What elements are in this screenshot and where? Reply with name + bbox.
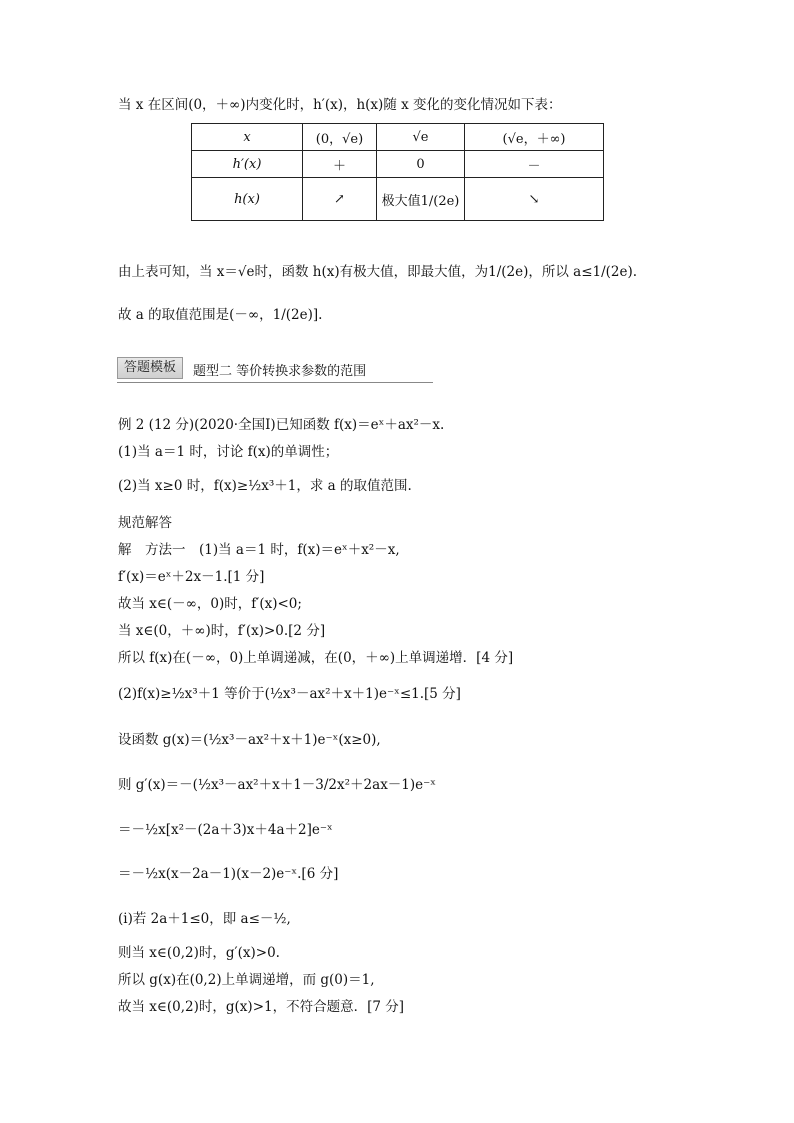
variation-table: [191, 123, 604, 221]
solution-line: ＝－½x(x－2a－1)(x－2)e⁻ˣ.[6 分]: [118, 866, 339, 882]
table-cell: √e: [377, 124, 465, 151]
solution-line: 所以 f(x)在(－∞，0)上单调递减，在(0，＋∞)上单调递增．[4 分]: [118, 650, 514, 666]
solution-line: 则当 x∈(0,2)时，g′(x)>0.: [118, 945, 280, 961]
table-cell: －: [465, 151, 604, 178]
table-cell: h′(x): [192, 151, 303, 178]
conclusion-text-2: 故 a 的取值范围是(－∞，1/(2e)].: [118, 307, 323, 323]
section-title: 题型二 等价转换求参数的范围: [193, 364, 367, 379]
solution-line: 故当 x∈(－∞，0)时，f′(x)<0;: [118, 596, 302, 612]
section-banner: [117, 354, 433, 383]
solution-line: f′(x)＝eˣ＋2x－1.[1 分]: [118, 569, 265, 585]
table-cell: ＋: [303, 151, 377, 178]
solution-line: 当 x∈(0，＋∞)时，f′(x)>0.[2 分]: [118, 623, 326, 639]
solution-line: (ⅰ)若 2a＋1≤0，即 a≤－½,: [118, 911, 291, 927]
solution-line: 设函数 g(x)＝(½x³－ax²＋x＋1)e⁻ˣ(x≥0),: [118, 732, 381, 748]
intro-text: 当 x 在区间(0，＋∞)内变化时，h′(x)，h(x)随 x 变化的变化情况如下表：: [118, 97, 562, 113]
table-cell: h(x): [192, 178, 303, 221]
solution-line: 解 方法一 (1)当 a＝1 时，f(x)＝eˣ＋x²－x,: [118, 542, 400, 558]
question-2: (2)当 x≥0 时，f(x)≥½x³＋1，求 a 的取值范围.: [118, 478, 412, 494]
solution-heading: 规范解答: [118, 515, 172, 531]
template-badge: 答题模板: [117, 357, 183, 379]
table-cell: x: [192, 124, 303, 151]
table-cell: 0: [377, 151, 465, 178]
question-1: (1)当 a＝1 时，讨论 f(x)的单调性；: [118, 444, 339, 460]
table-cell: 极大值1/(2e): [377, 178, 465, 221]
solution-line: (2)f(x)≥½x³＋1 等价于(½x³－ax²＋x＋1)e⁻ˣ≤1.[5 分]: [118, 686, 461, 702]
solution-line: ＝－½x[x²－(2a＋3)x＋4a＋2]e⁻ˣ: [118, 822, 333, 838]
table-cell: (√e，＋∞): [465, 124, 604, 151]
example-stem: 例 2 (12 分)(2020·全国Ⅰ)已知函数 f(x)＝eˣ＋ax²－x.: [118, 417, 445, 433]
solution-line: 故当 x∈(0,2)时，g(x)>1，不符合题意．[7 分]: [118, 999, 405, 1015]
table-cell: (0，√e): [303, 124, 377, 151]
table-cell: ↗: [303, 178, 377, 221]
solution-line: 则 g′(x)＝－(½x³－ax²＋x＋1－3/2x²＋2ax－1)e⁻ˣ: [118, 777, 436, 793]
solution-line: 所以 g(x)在(0,2)上单调递增，而 g(0)＝1,: [118, 972, 375, 988]
table-cell: ↘: [465, 178, 604, 221]
conclusion-text-1: 由上表可知，当 x＝√e时，函数 h(x)有极大值，即最大值，为1/(2e)，所以 a≤1/(2e).: [118, 264, 638, 280]
